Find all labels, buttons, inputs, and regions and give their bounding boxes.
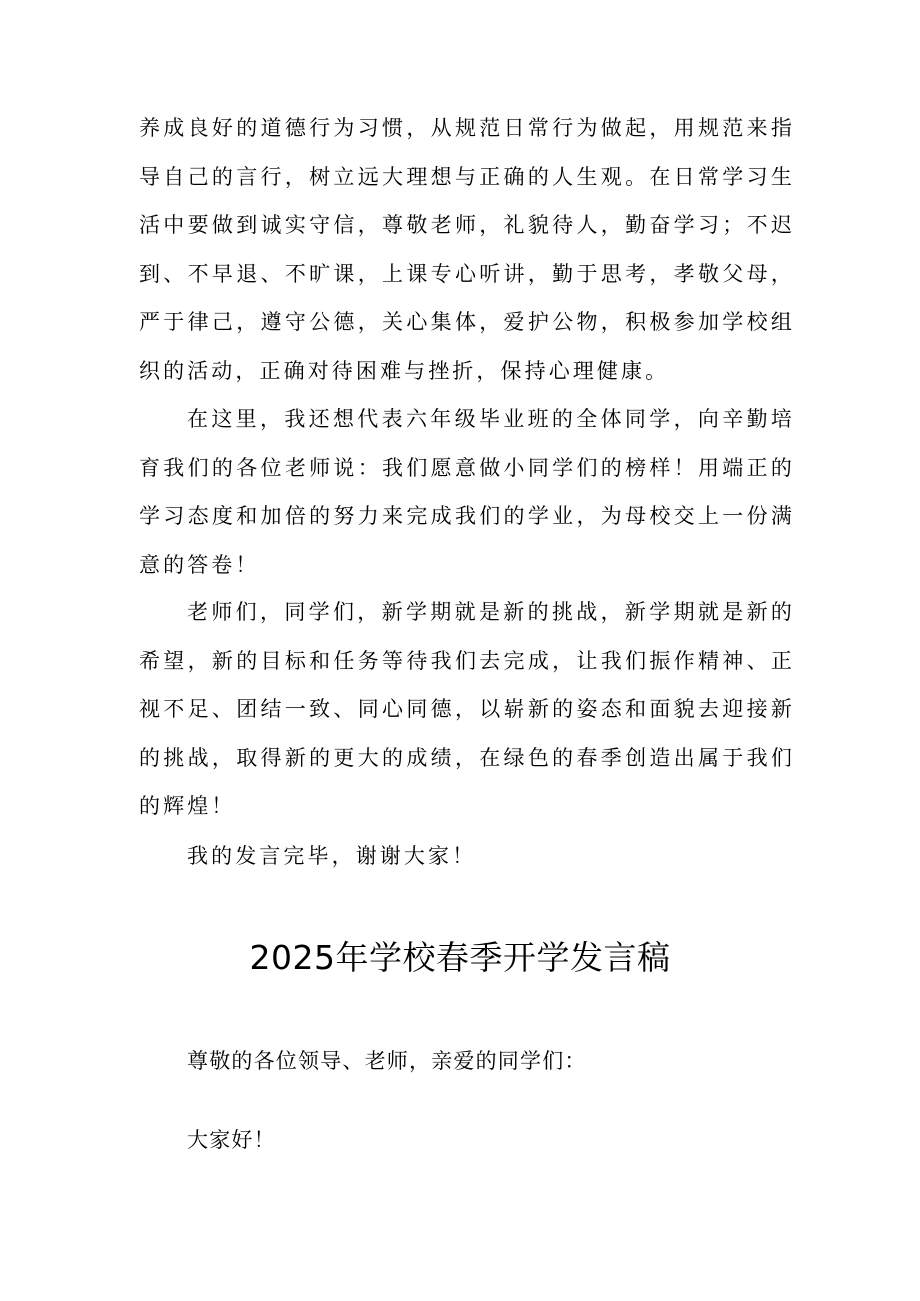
closing-paragraph: 我的发言完毕，谢谢大家！: [187, 844, 477, 868]
body-paragraph-3: 老师们，同学们，新学期就是新的挑战，新学期就是新的希望，新的目标和任务等待我们去完成，让我们振作精神、正视不足、团结一致、同心同德，以崭新的姿态和面貌去迎接新的挑战，取得新的更大的成绩，在绿色的春季创造出属于我们的辉煌！: [139, 600, 795, 818]
body-paragraph-2: 在这里，我还想代表六年级毕业班的全体同学，向辛勤培育我们的各位老师说：我们愿意做小同学们的榜样！用端正的学习态度和加倍的努力来完成我们的学业，为母校交上一份满意的答卷！: [139, 407, 795, 577]
body-paragraph-1: 养成良好的道德行为习惯，从规范日常行为做起，用规范来指导自己的言行，树立远大理想与正确的人生观。在日常学习生活中要做到诚实守信，尊敬老师，礼貌待人，勤奋学习；不迟到、不早退、不旷课，上课专心听讲，勤于思考，孝敬父母，严于律己，遵守公德，关心集体，爱护公物，积极参加学校组织的活动，正确对待困难与挫折，保持心理健康。: [139, 116, 795, 383]
salutation: 尊敬的各位领导、老师，亲爱的同学们：: [187, 1049, 587, 1073]
greeting-line: 大家好！: [187, 1128, 276, 1152]
document-title: 2025年学校春季开学发言稿: [249, 938, 671, 977]
